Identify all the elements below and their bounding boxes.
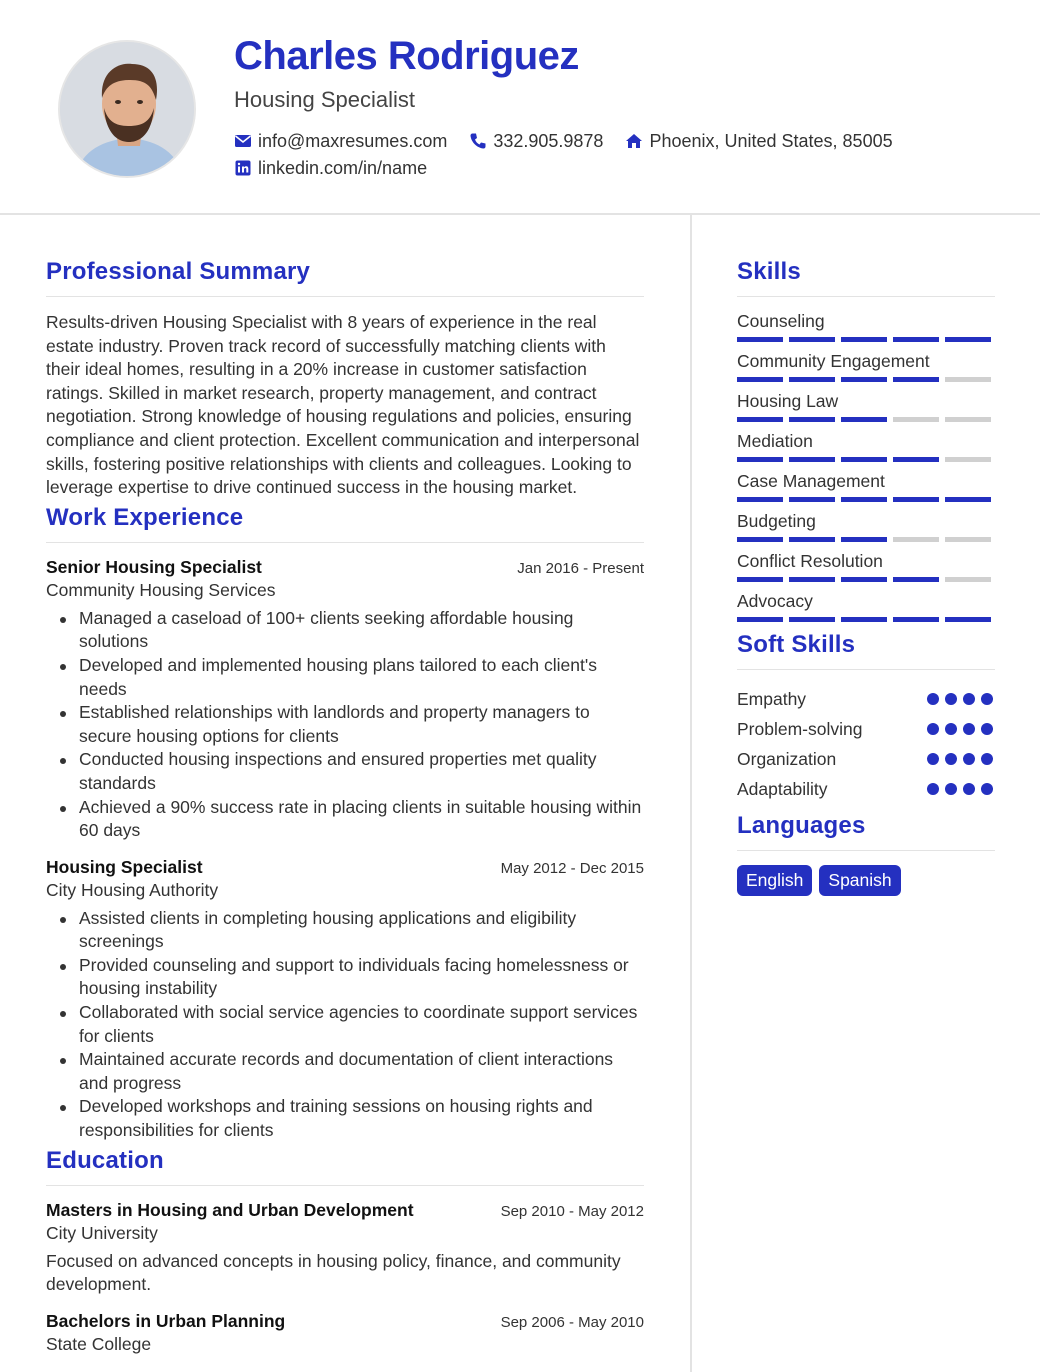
languages-heading: Languages xyxy=(737,812,995,851)
skill-level-segment xyxy=(893,617,939,622)
email-text: info@maxresumes.com xyxy=(258,130,448,151)
skill-level-segment xyxy=(945,457,991,462)
skill-level-segment xyxy=(945,377,991,382)
education-date: Sep 2006 - May 2010 xyxy=(500,1313,644,1331)
rating-dot xyxy=(981,723,993,735)
job-title: Housing Specialist xyxy=(46,856,203,877)
skill-level-segment xyxy=(893,537,939,542)
phone-text: 332.905.9878 xyxy=(493,130,604,151)
list-item: Collaborated with social service agencies to coordinate support services for clients xyxy=(46,1001,644,1048)
skill-level-segment xyxy=(789,377,835,382)
skill-level-segment xyxy=(737,617,783,622)
rating-dot xyxy=(927,783,939,795)
skill-name: Budgeting xyxy=(737,511,816,531)
skill-level-segment xyxy=(789,617,835,622)
education-date: Sep 2010 - May 2012 xyxy=(500,1202,644,1220)
experience-heading: Work Experience xyxy=(46,504,644,543)
soft-skills-heading: Soft Skills xyxy=(737,631,995,670)
avatar-photo xyxy=(60,42,196,178)
skill-level-segment xyxy=(893,577,939,582)
skill-level-segment xyxy=(893,417,939,422)
skill-level-bar xyxy=(737,337,995,342)
skill-level-segment xyxy=(737,537,783,542)
skill-level-bar xyxy=(737,537,995,542)
skill-level-segment xyxy=(945,577,991,582)
education-entry xyxy=(46,1200,644,1297)
job-org: City Housing Authority xyxy=(46,879,219,900)
summary-text: Results-driven Housing Specialist with 8 years of experience in the real estate industry. Proven track record of successfully matching clients with their ideal homes, resulting in a 20% increase in customer satisfaction ratings. Skilled in market research, property management, and contract negotiation. Strong knowledge of housing regulations and policies, ensuring compliance and client protection. Excellent communication and interpersonal skills, fostering positive relationships with clients and colleagues. Looking to leverage expertise to drive continued success in the housing market. xyxy=(46,312,640,498)
job-title: Senior Housing Specialist xyxy=(46,556,262,577)
skill-level-segment xyxy=(737,417,783,422)
main-column xyxy=(46,258,644,1369)
skill-level-segment xyxy=(737,497,783,502)
linkedin-text: linkedin.com/in/name xyxy=(258,157,428,178)
contact-email[interactable] xyxy=(234,131,447,152)
skill-level-segment xyxy=(841,457,887,462)
job-date: Jan 2016 - Present xyxy=(517,559,644,577)
list-item: Maintained accurate records and documentation of client interactions and progress xyxy=(46,1048,644,1095)
skill-level-segment xyxy=(789,537,835,542)
language-badge: Spanish xyxy=(819,865,900,896)
job-entry xyxy=(46,557,644,843)
skill-level-segment xyxy=(841,497,887,502)
rating-dot xyxy=(945,783,957,795)
skill-level-segment xyxy=(945,417,991,422)
soft-skill-name: Adaptability xyxy=(737,778,828,799)
rating-dot xyxy=(963,753,975,765)
location-text: Phoenix, United States, 85005 xyxy=(649,130,893,151)
skill-level-segment xyxy=(893,497,939,502)
skills-heading: Skills xyxy=(737,258,995,297)
school-name: City University xyxy=(46,1222,158,1243)
job-date: May 2012 - Dec 2015 xyxy=(500,859,644,877)
contact-linkedin[interactable] xyxy=(234,158,427,179)
skill-level-segment xyxy=(737,457,783,462)
list-item: Provided counseling and support to individuals facing homelessness or housing instability xyxy=(46,954,644,1001)
soft-skill-rating xyxy=(927,693,995,705)
skill-level-segment xyxy=(945,337,991,342)
linkedin-icon xyxy=(234,159,252,177)
skill-level-segment xyxy=(789,337,835,342)
contact-location xyxy=(625,131,892,152)
list-item: Developed workshops and training sessions on housing rights and responsibilities for clients xyxy=(46,1095,644,1142)
soft-skill-item xyxy=(737,774,995,804)
candidate-name: Charles Rodriguez xyxy=(234,34,579,78)
education-entry xyxy=(46,1311,644,1355)
rating-dot xyxy=(981,753,993,765)
education-heading: Education xyxy=(46,1147,644,1186)
list-item: Achieved a 90% success rate in placing clients in suitable housing within 60 days xyxy=(46,796,644,843)
soft-skill-item xyxy=(737,744,995,774)
languages-list xyxy=(737,865,995,896)
language-badge: English xyxy=(737,865,812,896)
list-item: Managed a caseload of 100+ clients seeking affordable housing solutions xyxy=(46,607,644,654)
school-name: State College xyxy=(46,1333,152,1354)
phone-icon xyxy=(469,132,487,150)
job-bullets xyxy=(46,607,644,843)
education-desc: Focused on advanced concepts in housing policy, finance, and community development. xyxy=(46,1250,621,1295)
contact-info xyxy=(234,130,954,184)
rating-dot xyxy=(963,723,975,735)
skill-level-segment xyxy=(893,337,939,342)
skill-level-segment xyxy=(737,577,783,582)
resume-header xyxy=(0,0,1040,215)
skill-level-segment xyxy=(841,537,887,542)
skill-name: Counseling xyxy=(737,311,825,331)
rating-dot xyxy=(945,753,957,765)
rating-dot xyxy=(927,753,939,765)
contact-phone[interactable] xyxy=(469,131,603,152)
rating-dot xyxy=(927,693,939,705)
sidebar-column xyxy=(737,258,995,896)
degree-title: Bachelors in Urban Planning xyxy=(46,1310,286,1331)
skill-item xyxy=(737,311,995,342)
soft-skill-name: Problem-solving xyxy=(737,718,863,739)
rating-dot xyxy=(963,693,975,705)
job-bullets xyxy=(46,907,644,1143)
rating-dot xyxy=(927,723,939,735)
skill-level-segment xyxy=(893,457,939,462)
home-icon xyxy=(625,132,643,150)
list-item: Assisted clients in completing housing applications and eligibility screenings xyxy=(46,907,644,954)
soft-skill-rating xyxy=(927,723,995,735)
skill-item xyxy=(737,551,995,582)
skill-level-segment xyxy=(841,337,887,342)
rating-dot xyxy=(945,693,957,705)
degree-title: Masters in Housing and Urban Development xyxy=(46,1199,414,1220)
summary-heading: Professional Summary xyxy=(46,258,644,297)
avatar xyxy=(58,40,196,178)
skill-item xyxy=(737,391,995,422)
skill-name: Housing Law xyxy=(737,391,839,411)
candidate-title: Housing Specialist xyxy=(234,87,415,112)
skill-item xyxy=(737,591,995,622)
skill-name: Advocacy xyxy=(737,591,813,611)
skill-level-segment xyxy=(737,377,783,382)
soft-skill-name: Organization xyxy=(737,748,837,769)
skill-item xyxy=(737,511,995,542)
skill-level-segment xyxy=(841,577,887,582)
skill-level-segment xyxy=(737,337,783,342)
list-item: Conducted housing inspections and ensured properties met quality standards xyxy=(46,748,644,795)
skill-level-segment xyxy=(945,497,991,502)
skill-item xyxy=(737,471,995,502)
column-divider xyxy=(690,215,692,1372)
soft-skill-rating xyxy=(927,753,995,765)
skill-level-segment xyxy=(789,457,835,462)
skill-name: Community Engagement xyxy=(737,351,930,371)
skill-level-bar xyxy=(737,417,995,422)
skill-level-segment xyxy=(945,617,991,622)
skill-item xyxy=(737,431,995,462)
skill-level-segment xyxy=(789,497,835,502)
skill-level-segment xyxy=(789,417,835,422)
rating-dot xyxy=(963,783,975,795)
skill-level-segment xyxy=(893,377,939,382)
soft-skill-item xyxy=(737,714,995,744)
skill-name: Mediation xyxy=(737,431,813,451)
job-entry xyxy=(46,857,644,1143)
skill-level-bar xyxy=(737,457,995,462)
soft-skills-list xyxy=(737,684,995,804)
envelope-icon xyxy=(234,132,252,150)
skill-level-bar xyxy=(737,497,995,502)
soft-skill-name: Empathy xyxy=(737,688,807,709)
list-item: Established relationships with landlords and property managers to secure housing options for clients xyxy=(46,701,644,748)
rating-dot xyxy=(981,693,993,705)
skill-level-segment xyxy=(841,377,887,382)
list-item: Developed and implemented housing plans tailored to each client's needs xyxy=(46,654,644,701)
skill-level-bar xyxy=(737,617,995,622)
skill-level-segment xyxy=(789,577,835,582)
skills-list xyxy=(737,311,995,622)
skill-level-segment xyxy=(945,537,991,542)
soft-skill-rating xyxy=(927,783,995,795)
skill-level-bar xyxy=(737,377,995,382)
skill-name: Case Management xyxy=(737,471,885,491)
skill-level-segment xyxy=(841,417,887,422)
skill-level-segment xyxy=(841,617,887,622)
rating-dot xyxy=(981,783,993,795)
job-org: Community Housing Services xyxy=(46,579,276,600)
rating-dot xyxy=(945,723,957,735)
skill-level-bar xyxy=(737,577,995,582)
skill-name: Conflict Resolution xyxy=(737,551,883,571)
skill-item xyxy=(737,351,995,382)
soft-skill-item xyxy=(737,684,995,714)
